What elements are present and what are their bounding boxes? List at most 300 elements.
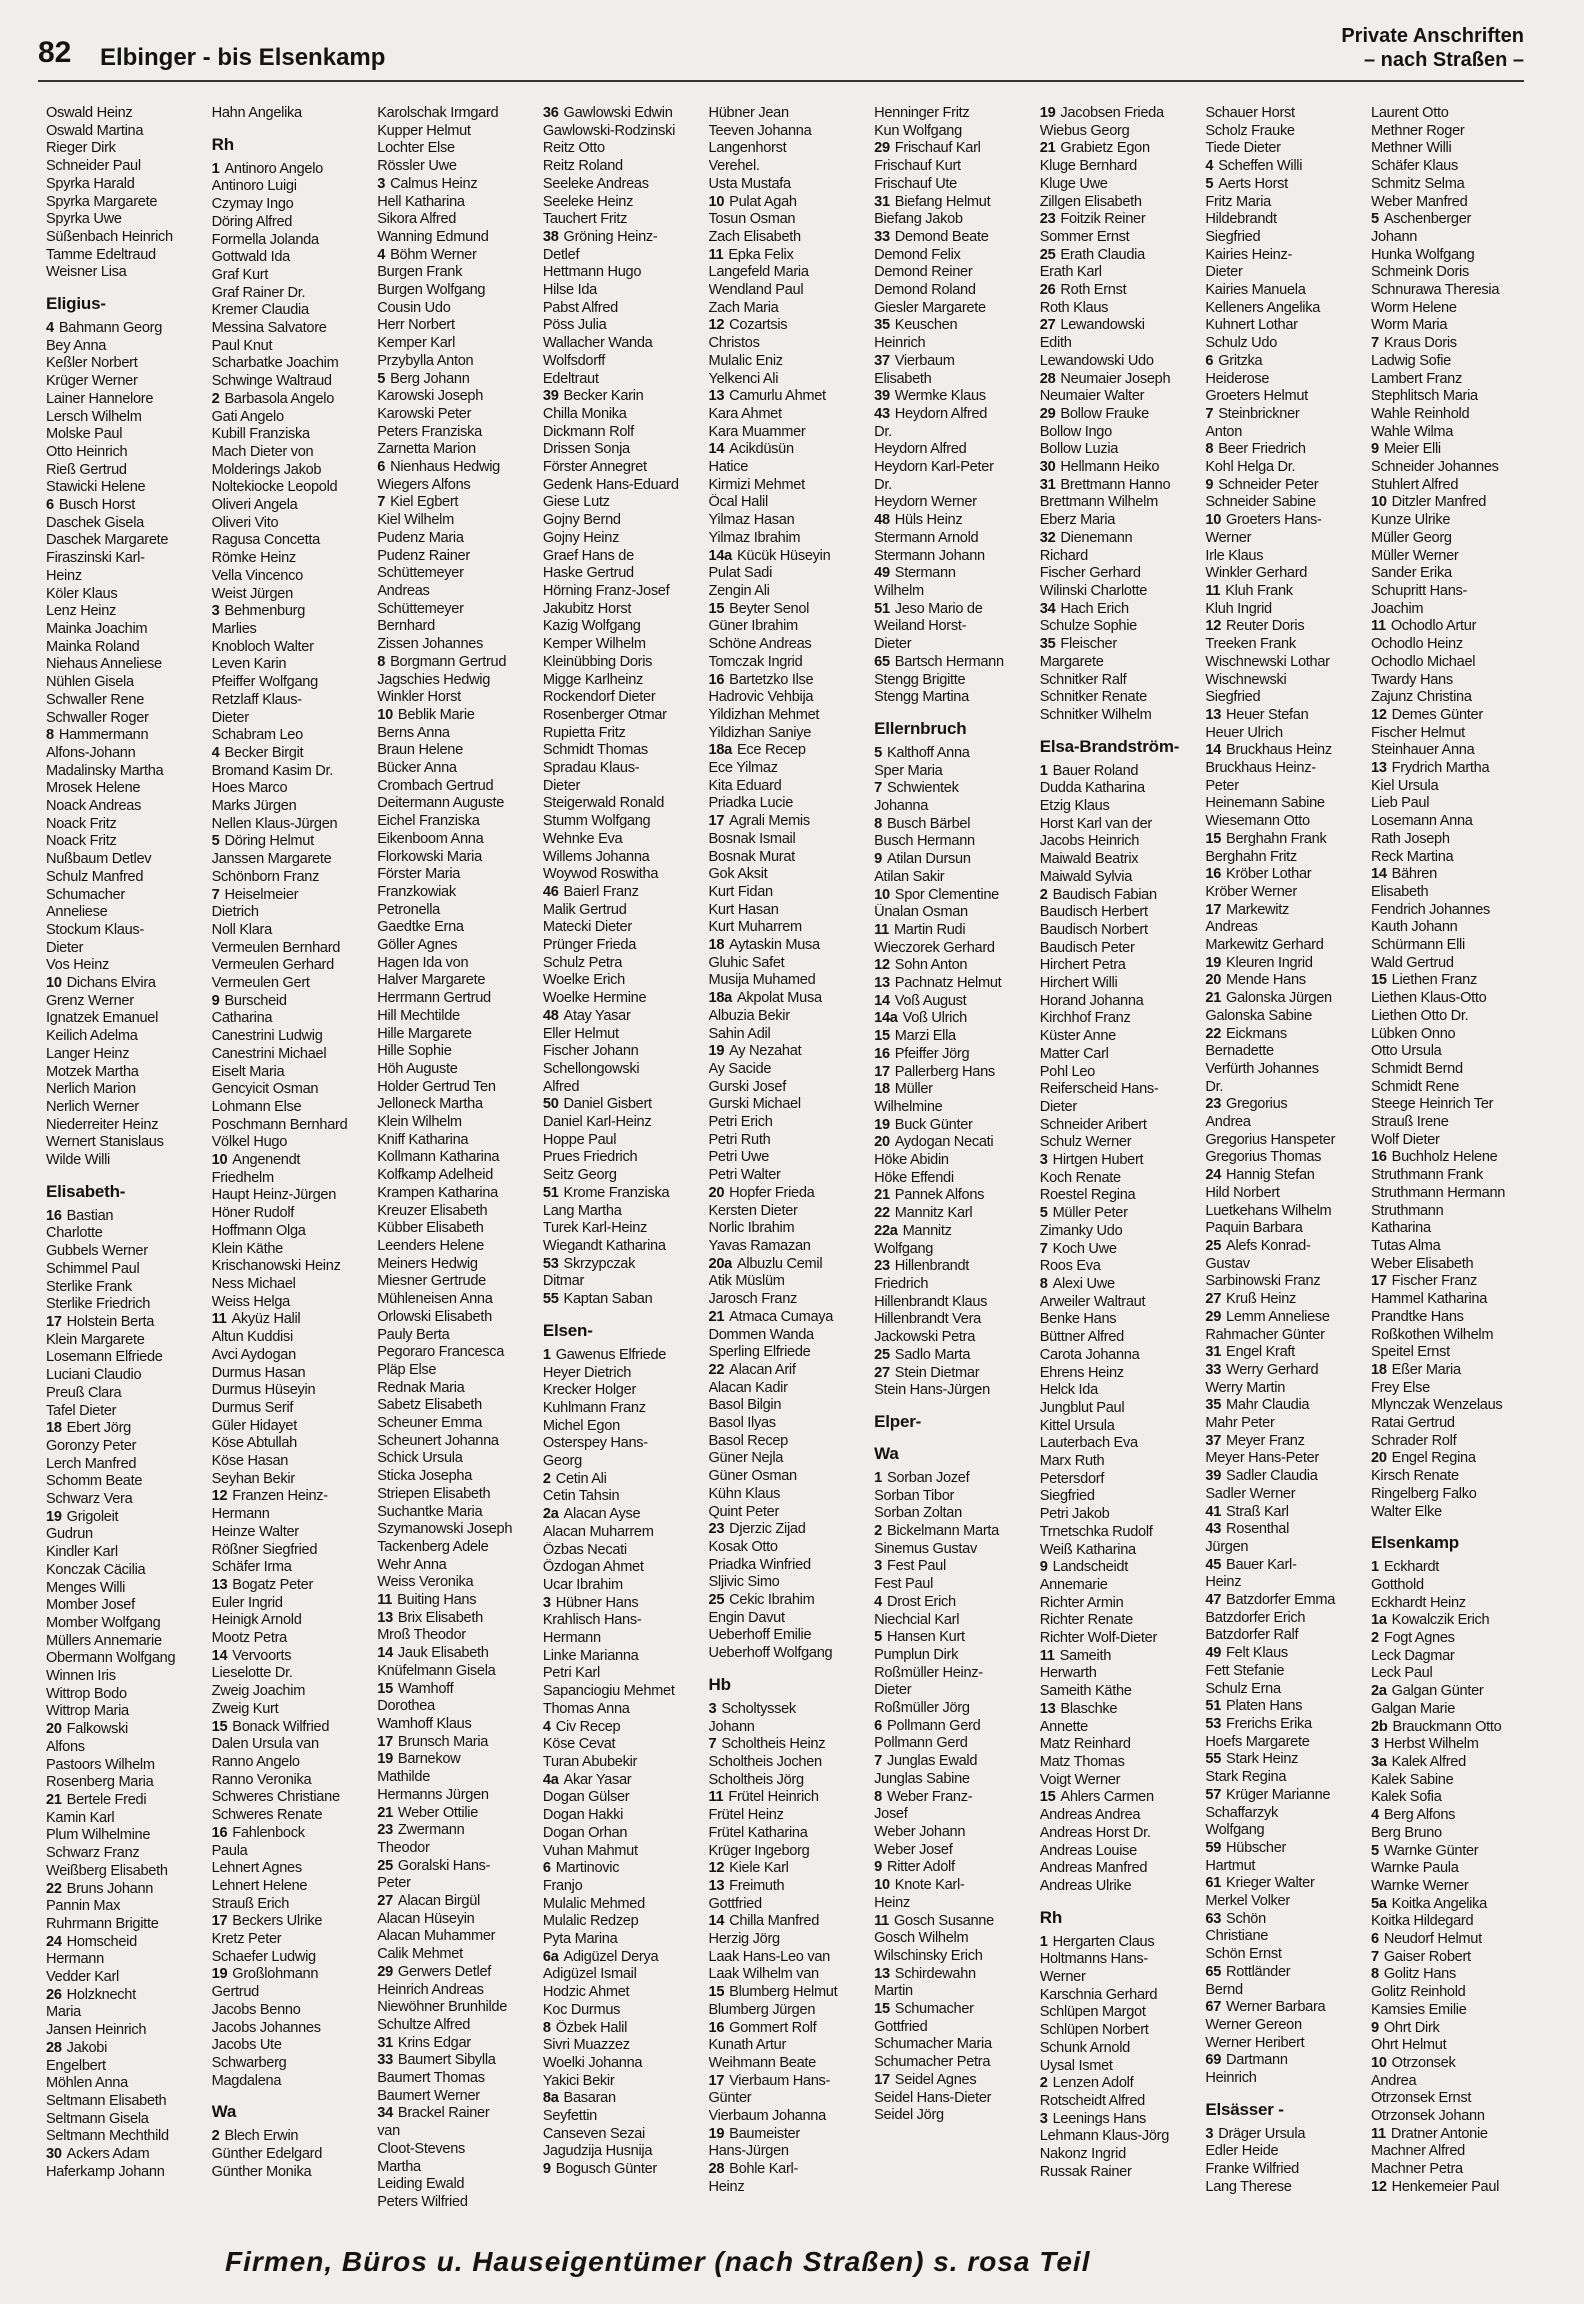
resident-entry: Richter Wolf-Dieter — [1039, 1630, 1158, 1647]
resident-entry: Molderings Jakob — [211, 461, 322, 478]
resident-entry: Weber Johann — [874, 1823, 966, 1840]
resident-entry: Norlic Ibrahim — [708, 1220, 795, 1237]
resident-entry: 9 Burscheid — [211, 992, 287, 1009]
resident-entry: Wolfgang — [874, 1240, 934, 1257]
resident-entry: Sahin Adil — [708, 1025, 771, 1042]
resident-entry: Wischnewski — [1205, 671, 1287, 688]
house-number: 15 — [211, 1718, 228, 1735]
resident-entry: Irle Klaus — [1205, 547, 1264, 564]
resident-entry: Herr Norbert — [377, 317, 455, 334]
house-number: 2 — [1039, 886, 1048, 903]
street-heading: Ellernbruch — [874, 718, 967, 738]
resident-entry: 15 Blumberg Helmut — [708, 1984, 838, 2001]
house-number: 3 — [1039, 2110, 1048, 2127]
house-number: 8 — [542, 2019, 551, 2036]
resident-entry: Eberz Maria — [1039, 512, 1116, 529]
resident-entry: 20 Aydogan Necati — [874, 1134, 994, 1151]
resident-entry: Kiel Wilhelm — [377, 512, 454, 529]
resident-entry: Kamin Karl — [46, 1809, 115, 1826]
resident-entry: Wischnewski Lothar — [1205, 653, 1330, 670]
house-number: 46 — [542, 883, 559, 900]
resident-entry: 51 Krome Franziska — [542, 1184, 670, 1201]
resident-entry: Lainer Hannelore — [46, 390, 154, 407]
resident-entry: Kita Eduard — [708, 777, 782, 794]
resident-entry: 9 Atilan Dursun — [874, 851, 971, 868]
resident-entry: Wernert Stanislaus — [46, 1134, 164, 1151]
resident-entry: Sander Erika — [1371, 565, 1452, 582]
resident-entry: Roßmüller Heinz- — [874, 1664, 983, 1681]
resident-entry: Dogan Hakki — [542, 1807, 624, 1824]
resident-entry: Yildizhan Saniye — [708, 724, 812, 741]
house-number: 18 — [1371, 1361, 1387, 1378]
house-number: 19 — [377, 1751, 393, 1768]
section-label-bottom: – nach Straßen – — [1363, 49, 1524, 71]
resident-entry: 15 Liethen Franz — [1371, 972, 1477, 989]
resident-entry: Pohl Leo — [1039, 1063, 1095, 1080]
resident-entry: Mahr Peter — [1205, 1415, 1275, 1432]
resident-entry: Fischer Helmut — [1371, 724, 1465, 741]
resident-entry: Marx Ruth — [1039, 1453, 1105, 1470]
resident-entry: Sticka Josepha — [377, 1468, 473, 1485]
resident-entry: Oswald Heinz — [46, 105, 133, 121]
resident-entry: Christiane — [1205, 1928, 1269, 1945]
resident-entry: Bosnak Ismail — [708, 830, 796, 847]
resident-entry: 14 Voß August — [874, 992, 967, 1009]
resident-entry: Teeven Johanna — [708, 122, 812, 139]
resident-entry: Andreas Louise — [1039, 1842, 1137, 1859]
resident-entry: Dieter — [46, 939, 84, 956]
resident-entry: 1 Bauer Roland — [1039, 762, 1139, 779]
resident-entry: Sorban Zoltan — [874, 1505, 962, 1522]
resident-entry: Wallacher Wanda — [542, 335, 653, 352]
resident-entry: 48 Hüls Heinz — [874, 512, 963, 529]
resident-entry: Alfons-Johann — [46, 744, 136, 761]
house-number: 65 — [1205, 1963, 1222, 1980]
resident-entry: Brettmann Wilhelm — [1039, 494, 1158, 511]
resident-entry: Edeltraut — [542, 370, 599, 387]
resident-entry: Plum Wilhelmine — [46, 1827, 151, 1844]
resident-entry: 57 Krüger Marianne — [1205, 1786, 1331, 1803]
house-number: 12 — [211, 1488, 228, 1505]
resident-entry: Edith — [1039, 335, 1072, 352]
house-number: 12 — [1205, 618, 1222, 635]
resident-entry: 10 Knote Karl- — [874, 1877, 965, 1894]
resident-entry: 10 Dichans Elvira — [46, 975, 156, 992]
resident-entry: Knobloch Walter — [211, 638, 314, 655]
resident-entry: Franjo — [542, 1877, 583, 1894]
resident-entry: Werner — [1205, 529, 1252, 546]
resident-entry: Schneider Aribert — [1039, 1116, 1147, 1133]
resident-entry: Joachim — [1371, 600, 1424, 617]
resident-entry: Wamhoff Klaus — [377, 1715, 472, 1732]
resident-entry: 25 Goralski Hans- — [377, 1857, 491, 1874]
resident-entry: Schnitker Wilhelm — [1039, 706, 1152, 723]
resident-entry: Leck Dagmar — [1371, 1647, 1455, 1664]
resident-entry: Laak Wilhelm van — [708, 1966, 819, 1983]
resident-entry: 11 Dratner Antonie — [1371, 2125, 1488, 2142]
house-number: 7 — [377, 494, 386, 511]
resident-entry: Stengg Martina — [874, 689, 969, 706]
resident-entry: 5a Koitka Angelika — [1371, 1895, 1487, 1912]
resident-entry: Lehnert Agnes — [211, 1860, 302, 1877]
resident-entry: Schupritt Hans- — [1371, 582, 1468, 599]
house-number: 25 — [874, 1346, 890, 1363]
resident-entry: Köse Abtullah — [211, 1435, 297, 1452]
resident-entry: Pabst Alfred — [542, 299, 618, 316]
resident-entry: 15 Wamhoff — [377, 1680, 454, 1697]
resident-entry: 20 Hopfer Frieda — [708, 1184, 815, 1201]
house-number: 16 — [1371, 1149, 1387, 1166]
resident-entry: Lambert Franz — [1371, 370, 1462, 387]
resident-entry: Roßmüller Jörg — [874, 1700, 970, 1717]
resident-entry: 1 Gawenus Elfriede — [542, 1346, 667, 1363]
house-number: 2 — [874, 1523, 882, 1540]
resident-entry: Oswald Martina — [46, 122, 144, 139]
resident-entry: Herwarth — [1039, 1665, 1097, 1682]
resident-entry: Canestrini Michael — [211, 1045, 327, 1062]
resident-entry: Ay Sacide — [708, 1060, 772, 1077]
resident-entry: Demond Reiner — [874, 264, 973, 281]
resident-entry: Striepen Elisabeth — [377, 1485, 491, 1502]
resident-entry: 31 Brettmann Hanno — [1039, 476, 1171, 493]
resident-entry: 7 Steinbrickner — [1205, 405, 1300, 422]
resident-entry: 14 Bruckhaus Heinz — [1205, 742, 1332, 759]
resident-entry: Hans-Jürgen — [708, 2143, 789, 2160]
house-number: 8 — [1205, 441, 1214, 458]
resident-entry: Lauterbach Eva — [1039, 1435, 1138, 1452]
house-number: 2b — [1371, 1718, 1388, 1735]
resident-entry: Ochodlo Michael — [1371, 653, 1476, 670]
resident-entry: Hartmut — [1205, 1857, 1256, 1874]
house-number: 7 — [874, 1753, 882, 1770]
resident-entry: Kunath Artur — [708, 2037, 787, 2054]
house-number: 37 — [1205, 1432, 1222, 1449]
resident-entry: Zillgen Elisabeth — [1039, 193, 1142, 210]
resident-entry: 19 Ay Nezahat — [708, 1043, 802, 1060]
house-number: 3 — [1205, 2125, 1214, 2142]
resident-entry: Szymanowski Joseph — [377, 1521, 513, 1538]
resident-entry: Kairies Manuela — [1205, 282, 1306, 299]
resident-entry: Müller Georg — [1371, 529, 1452, 546]
house-number: 27 — [874, 1364, 890, 1381]
resident-entry: Roestel Regina — [1039, 1187, 1136, 1204]
resident-entry: Hettmann Hugo — [542, 264, 642, 281]
resident-entry: Gottfried — [874, 2018, 928, 2035]
resident-entry: 27 Stein Dietmar — [874, 1364, 980, 1381]
resident-entry: Kuhnert Lothar — [1205, 317, 1298, 334]
resident-entry: Sarbinowski Franz — [1205, 1273, 1321, 1290]
resident-entry: Jackowski Petra — [874, 1329, 976, 1346]
resident-entry: Hirchert Petra — [1039, 957, 1126, 974]
resident-entry: 24 Homscheid — [46, 1933, 137, 1950]
resident-entry: 6 Pollmann Gerd — [874, 1717, 981, 1734]
resident-entry: 15 Ahlers Carmen — [1039, 1789, 1154, 1806]
house-number: 13 — [1039, 1700, 1056, 1717]
resident-entry: Reck Martina — [1371, 848, 1454, 865]
resident-entry: Mulalic Mehmed — [542, 1895, 645, 1912]
resident-entry: 18a Akpolat Musa — [708, 990, 822, 1007]
resident-entry: Schumacher — [46, 886, 125, 903]
resident-entry: Tafel Dieter — [46, 1402, 117, 1419]
resident-entry: Gustav — [1205, 1255, 1250, 1272]
resident-entry: Kalek Sabine — [1371, 1771, 1454, 1788]
resident-entry: Schellongowski — [542, 1060, 640, 1077]
resident-entry: Bollow Luzia — [1039, 441, 1119, 458]
resident-entry: Kubill Franziska — [211, 426, 310, 443]
resident-entry: Momber Wolfgang — [46, 1614, 161, 1631]
resident-entry: Günther Edelgard — [211, 2146, 323, 2163]
resident-entry: 2 Barbasola Angelo — [211, 390, 335, 407]
resident-entry: Krampen Katharina — [377, 1184, 498, 1201]
resident-entry: 22a Mannitz — [874, 1222, 952, 1239]
resident-entry: Yildizhan Mehmet — [708, 706, 820, 723]
resident-entry: Priadka Lucie — [708, 795, 794, 812]
house-number: 8 — [874, 1788, 882, 1805]
resident-entry: Reiferscheid Hans- — [1039, 1081, 1159, 1098]
resident-entry: Alacan Kadir — [708, 1379, 788, 1396]
resident-entry: Seltmann Elisabeth — [46, 2092, 167, 2109]
resident-entry: Matter Carl — [1039, 1045, 1109, 1062]
resident-entry: Hodzic Ahmet — [542, 1984, 630, 2001]
resident-entry: Maiwald Sylvia — [1039, 868, 1133, 885]
house-number: 27 — [1039, 317, 1056, 334]
resident-entry: 12 Kiele Karl — [708, 1860, 789, 1877]
resident-entry: Schulz Petra — [542, 954, 623, 971]
resident-entry: Peters Wilfried — [377, 2193, 468, 2210]
house-number: 53 — [542, 1255, 559, 1272]
resident-entry: Schmidt Bernd — [1371, 1060, 1463, 1077]
resident-entry: Usta Mustafa — [708, 175, 791, 192]
resident-entry: Otto Ursula — [1371, 1043, 1442, 1060]
resident-entry: Werry Martin — [1205, 1379, 1286, 1396]
resident-entry: Ladwig Sofie — [1371, 352, 1451, 369]
resident-entry: Schlüpen Norbert — [1039, 2022, 1149, 2039]
resident-entry: Jacobs Heinrich — [1039, 833, 1140, 850]
resident-entry: Schüttemeyer — [377, 600, 464, 617]
resident-entry: Wolf Dieter — [1371, 1131, 1440, 1148]
house-number: 9 — [1039, 1559, 1048, 1576]
resident-entry: Rosenberger Otmar — [542, 706, 667, 723]
resident-entry: 2 Fogt Agnes — [1371, 1630, 1455, 1647]
resident-entry: Lehmann Klaus-Jörg — [1039, 2128, 1170, 2145]
house-number: 3 — [377, 175, 386, 192]
house-number: 16 — [1205, 866, 1222, 883]
house-number: 9 — [1371, 2019, 1379, 2036]
resident-entry: Kolfkamp Adelheid — [377, 1167, 494, 1184]
resident-entry: Bromand Kasim Dr. — [211, 762, 334, 779]
resident-entry: Nellen Klaus-Jürgen — [211, 815, 338, 832]
house-number: 14a — [874, 1010, 898, 1027]
resident-entry: Kara Muammer — [708, 423, 806, 440]
house-number: 2 — [211, 390, 220, 407]
resident-entry: Lewandowski Udo — [1039, 352, 1154, 369]
resident-entry: 17 Seidel Agnes — [874, 2071, 977, 2088]
resident-entry: 41 Straß Karl — [1205, 1503, 1289, 1520]
resident-entry: Czymay Ingo — [211, 196, 294, 213]
house-number: 17 — [377, 1733, 393, 1750]
resident-entry: Alacan Muhammer — [377, 1928, 496, 1945]
resident-entry: 17 Holstein Berta — [46, 1314, 155, 1330]
resident-entry: Ruhrmann Brigitte — [46, 1915, 159, 1932]
resident-entry: 13 Brix Elisabeth — [377, 1609, 483, 1626]
resident-entry: Siegfried — [1205, 689, 1261, 706]
resident-entry: 27 Kruß Heinz — [1205, 1291, 1297, 1308]
resident-entry: 15 Schumacher — [874, 2001, 974, 2018]
resident-entry: Osterspey Hans- — [542, 1435, 648, 1452]
resident-entry: Mrosek Helene — [46, 780, 141, 797]
resident-entry: Scheunert Johanna — [377, 1432, 499, 1449]
house-number: 15 — [874, 1028, 890, 1045]
resident-entry: Hammel Katharina — [1371, 1291, 1488, 1308]
resident-entry: Kniff Katharina — [377, 1131, 469, 1148]
house-number: 15 — [708, 1984, 725, 2001]
resident-entry: Kemper Karl — [377, 335, 456, 352]
resident-entry: Woelke Hermine — [542, 990, 647, 1007]
resident-entry: Sinemus Gustav — [874, 1540, 977, 1557]
resident-entry: Hild Norbert — [1205, 1184, 1280, 1201]
resident-entry: Sivri Muazzez — [542, 2037, 630, 2054]
resident-entry: 6 Neudorf Helmut — [1371, 1931, 1482, 1948]
resident-entry: Stockum Klaus- — [46, 921, 144, 938]
resident-entry: Wolfgang — [1205, 1822, 1265, 1839]
resident-entry: Vermeulen Gert — [211, 975, 310, 992]
resident-entry: Eiselt Maria — [211, 1063, 285, 1080]
resident-entry: Herzig Jörg — [708, 1931, 780, 1948]
resident-entry: 10 Ditzler Manfred — [1371, 494, 1487, 511]
resident-entry: Kremer Claudia — [211, 302, 309, 319]
resident-entry: Kelleners Angelika — [1205, 299, 1321, 316]
resident-entry: Rockendorf Dieter — [542, 689, 656, 706]
resident-entry: Basol Ilyas — [708, 1415, 776, 1432]
resident-entry: 21 Bertele Fredi — [46, 1791, 147, 1808]
resident-entry: Mulalic Redzep — [542, 1913, 639, 1930]
house-number: 55 — [542, 1291, 559, 1308]
house-number: 15 — [708, 600, 725, 617]
resident-entry: Lohmann Else — [211, 1098, 302, 1115]
resident-entry: Groeters Helmut — [1205, 388, 1308, 405]
resident-entry: Johann — [708, 1718, 755, 1735]
resident-entry: 17 Agrali Memis — [708, 813, 810, 830]
resident-entry: Methner Roger — [1371, 122, 1465, 139]
resident-entry: Menges Willi — [46, 1579, 126, 1596]
resident-entry: Matecki Dieter — [542, 919, 632, 936]
resident-entry: Hilse Ida — [542, 282, 597, 299]
resident-entry: 12 Henkemeier Paul — [1371, 2178, 1500, 2195]
resident-entry: Vedder Karl — [46, 1969, 119, 1986]
resident-entry: Martin — [874, 1983, 913, 2000]
house-number: 4 — [874, 1593, 882, 1610]
resident-entry: Höke Effendi — [874, 1169, 954, 1186]
house-number: 7 — [1205, 405, 1214, 422]
resident-entry: 22 Mannitz Karl — [874, 1205, 973, 1222]
resident-entry: Niechcial Karl — [874, 1611, 960, 1628]
resident-entry: Weber Elisabeth — [1371, 1255, 1474, 1272]
resident-entry: Schweres Renate — [211, 1807, 323, 1824]
house-number: 30 — [1039, 459, 1056, 476]
resident-entry: Wehnke Eva — [542, 830, 623, 847]
resident-entry: Detlef — [542, 246, 580, 263]
resident-entry: Haupt Heinz-Jürgen — [211, 1187, 337, 1204]
resident-entry: 45 Bauer Karl- — [1205, 1556, 1297, 1573]
resident-entry: Schabram Leo — [211, 727, 303, 744]
resident-entry: Pannin Max — [46, 1898, 121, 1915]
house-number: 48 — [542, 1007, 559, 1024]
house-number: 15 — [1205, 830, 1222, 847]
resident-entry: 9 Landscheidt — [1039, 1559, 1128, 1576]
resident-entry: Andrea — [1371, 2072, 1417, 2089]
resident-entry: Steege Heinrich Ter — [1371, 1096, 1494, 1113]
resident-entry: Schmidt Thomas — [542, 742, 648, 759]
house-number: 10 — [1371, 2054, 1387, 2071]
resident-entry: Petri Jakob — [1039, 1506, 1110, 1523]
resident-entry: Sterlike Friedrich — [46, 1296, 151, 1313]
resident-entry: Vuhan Mahmut — [542, 1842, 638, 1859]
resident-entry: Yakici Bekir — [542, 2072, 615, 2089]
resident-entry: Sorban Tibor — [874, 1487, 955, 1504]
resident-entry: Graf Rainer Dr. — [211, 284, 306, 301]
resident-entry: 21 Weber Ottilie — [377, 1804, 479, 1821]
resident-entry: Holder Gertrud Ten — [377, 1078, 496, 1095]
resident-entry: Methner Willi — [1371, 140, 1452, 157]
resident-entry: Hirchert Willi — [1039, 975, 1118, 992]
house-number: 19 — [1039, 105, 1056, 121]
resident-entry: 19 Kleuren Ingrid — [1205, 954, 1313, 971]
resident-entry: Lehnert Helene — [211, 1877, 308, 1894]
resident-entry: Wahle Reinhold — [1371, 405, 1470, 422]
resident-entry: Karowski Peter — [377, 405, 472, 422]
resident-entry: 4 Drost Erich — [874, 1593, 956, 1610]
resident-entry: 21 Pannek Alfons — [874, 1187, 985, 1204]
resident-entry: Halver Margarete — [377, 972, 486, 989]
resident-entry: Mlynczak Wenzelaus — [1371, 1397, 1503, 1414]
resident-entry: Durmus Serif — [211, 1399, 294, 1416]
resident-entry: 12 Reuter Doris — [1205, 618, 1305, 635]
house-number: 39 — [542, 388, 559, 405]
resident-entry: Schulz Werner — [1039, 1134, 1132, 1151]
house-number: 22 — [708, 1361, 725, 1378]
resident-entry: Annemarie — [1039, 1576, 1108, 1593]
house-number: 31 — [1205, 1344, 1222, 1361]
house-number: 17 — [708, 2072, 725, 2089]
resident-entry: Alfons — [46, 1738, 85, 1755]
resident-entry: Atik Müslüm — [708, 1273, 785, 1290]
resident-entry: Hermann — [211, 1506, 270, 1523]
resident-entry: Prandtke Hans — [1371, 1308, 1464, 1325]
resident-entry: Neumaier Walter — [1039, 388, 1145, 405]
resident-entry: Tauchert Fritz — [542, 211, 628, 228]
house-number: 3 — [708, 1700, 717, 1717]
resident-entry: 8 Busch Bärbel — [874, 815, 971, 832]
house-number: 4 — [377, 246, 386, 263]
resident-entry: Demond Felix — [874, 246, 961, 263]
resident-entry: 10 Beblik Marie — [377, 706, 475, 723]
house-number: 5 — [1371, 1842, 1379, 1859]
house-number: 14 — [211, 1647, 228, 1664]
house-number: 18 — [46, 1420, 62, 1437]
house-number: 17 — [1371, 1273, 1387, 1290]
resident-entry: Daniel Karl-Heinz — [542, 1114, 652, 1131]
resident-entry: Heinrich — [1205, 2070, 1257, 2087]
resident-entry: Sikora Alfred — [377, 211, 457, 228]
resident-entry: 19 Jacobsen Frieda — [1039, 105, 1164, 121]
resident-entry: Rath Joseph — [1371, 830, 1450, 847]
resident-entry: Zweig Joachim — [211, 1683, 306, 1700]
resident-entry: Twardy Hans — [1371, 671, 1453, 688]
resident-entry: Dieter — [211, 709, 249, 726]
resident-entry: 28 Bohle Karl- — [708, 2161, 799, 2178]
resident-entry: Güner Ibrahim — [708, 618, 798, 635]
house-number: 10 — [1205, 512, 1222, 529]
